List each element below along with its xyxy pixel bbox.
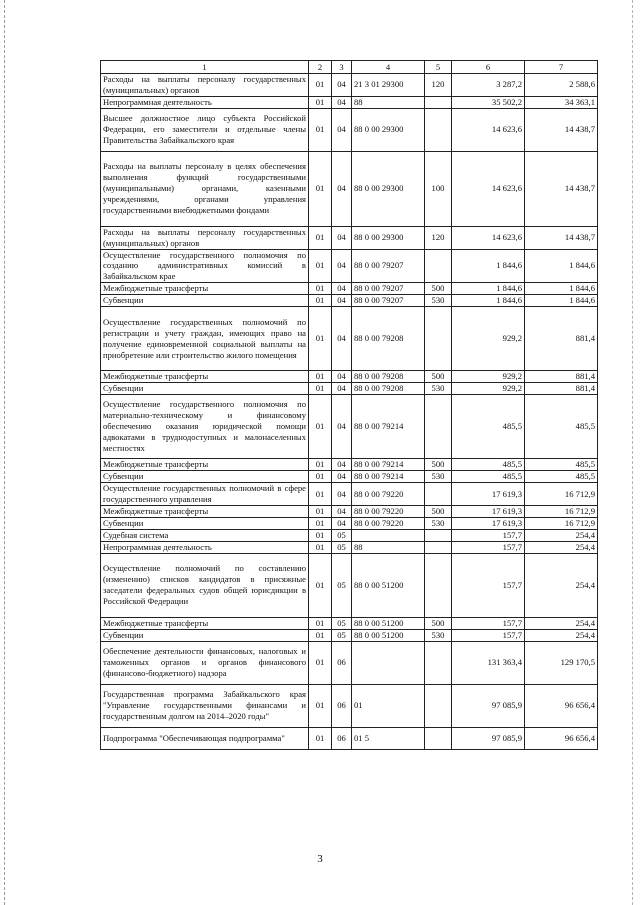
target-item-code: 88: [352, 96, 425, 108]
amount-col-6: 157,7: [452, 629, 525, 641]
table-row: [101, 629, 598, 641]
amount-col-7: 881,4: [525, 383, 598, 395]
subsection-code: 04: [332, 307, 352, 371]
expense-type-code: [425, 108, 452, 151]
table-row: [101, 307, 598, 371]
amount-col-7: 14 438,7: [525, 151, 598, 226]
row-name: Осуществление государственного полномочия по материально-техническому и финансовому обеспечению оказания юридической помощи адвокатами в труднодоступных и малонаселенных местностях: [101, 395, 309, 459]
row-name: Субвенции: [101, 383, 309, 395]
row-name: Межбюджетные трансферты: [101, 459, 309, 471]
row-name: Межбюджетные трансферты: [101, 617, 309, 629]
expense-type-code: [425, 96, 452, 108]
amount-col-6: 157,7: [452, 529, 525, 541]
table-row: [101, 505, 598, 517]
amount-col-7: 96 656,4: [525, 727, 598, 749]
target-item-code: 01 5: [352, 727, 425, 749]
section-code: 01: [309, 226, 332, 249]
target-item-code: 88 0 00 79214: [352, 395, 425, 459]
target-item-code: 88 0 00 79214: [352, 471, 425, 483]
expense-type-code: 530: [425, 295, 452, 307]
page-edge-right: [632, 0, 634, 905]
target-item-code: 88 0 00 79214: [352, 459, 425, 471]
amount-col-7: 254,4: [525, 629, 598, 641]
amount-col-6: 157,7: [452, 617, 525, 629]
amount-col-6: 929,2: [452, 383, 525, 395]
row-name: Субвенции: [101, 295, 309, 307]
row-name: Государственная программа Забайкальского края "Управление государственными финансами и государственным долгом на 2014–2020 годы": [101, 684, 309, 727]
table-row: [101, 295, 598, 307]
row-name: Расходы на выплаты персоналу в целях обеспечения выполнения функций государственными (муниципальными) органами, казенными учреждениями, органами управления государственными внебюджетными фондами: [101, 151, 309, 226]
table-row: [101, 459, 598, 471]
amount-col-7: 14 438,7: [525, 226, 598, 249]
amount-col-6: 14 623,6: [452, 226, 525, 249]
amount-col-7: 485,5: [525, 395, 598, 459]
subsection-code: 06: [332, 727, 352, 749]
target-item-code: 01: [352, 684, 425, 727]
table-row: [101, 517, 598, 529]
section-code: 01: [309, 108, 332, 151]
section-code: 01: [309, 74, 332, 97]
table-row: [101, 553, 598, 617]
column-number: 6: [452, 61, 525, 74]
expense-type-code: [425, 307, 452, 371]
subsection-code: 04: [332, 483, 352, 506]
subsection-code: 06: [332, 641, 352, 684]
target-item-code: 88 0 00 79208: [352, 371, 425, 383]
table-row: [101, 529, 598, 541]
column-number-row: [101, 61, 598, 74]
target-item-code: 88 0 00 79220: [352, 483, 425, 506]
column-number: 5: [425, 61, 452, 74]
amount-col-7: 254,4: [525, 529, 598, 541]
amount-col-6: 1 844,6: [452, 249, 525, 283]
expense-type-code: 530: [425, 629, 452, 641]
amount-col-6: 485,5: [452, 459, 525, 471]
subsection-code: 04: [332, 295, 352, 307]
row-name: Межбюджетные трансферты: [101, 371, 309, 383]
expense-type-code: [425, 249, 452, 283]
table-row: [101, 96, 598, 108]
section-code: 01: [309, 727, 332, 749]
expense-type-code: [425, 483, 452, 506]
row-name: Субвенции: [101, 517, 309, 529]
table-row: [101, 541, 598, 553]
amount-col-6: 14 623,6: [452, 108, 525, 151]
row-name: Расходы на выплаты персоналу государственных (муниципальных) органов: [101, 74, 309, 97]
section-code: 01: [309, 684, 332, 727]
column-number: 2: [309, 61, 332, 74]
subsection-code: 04: [332, 249, 352, 283]
section-code: 01: [309, 96, 332, 108]
table-row: [101, 727, 598, 749]
amount-col-6: 485,5: [452, 471, 525, 483]
table-row: [101, 617, 598, 629]
subsection-code: 04: [332, 505, 352, 517]
section-code: 01: [309, 383, 332, 395]
target-item-code: 88 0 00 79207: [352, 295, 425, 307]
column-number: 4: [352, 61, 425, 74]
target-item-code: 88 0 00 29300: [352, 151, 425, 226]
amount-col-6: 17 619,3: [452, 483, 525, 506]
amount-col-6: 17 619,3: [452, 505, 525, 517]
expense-type-code: [425, 553, 452, 617]
amount-col-6: 157,7: [452, 553, 525, 617]
row-name: Осуществление полномочий по составлению (изменению) списков кандидатов в присяжные заседатели федеральных судов общей юрисдикции в Российской Федерации: [101, 553, 309, 617]
target-item-code: 88 0 00 79207: [352, 249, 425, 283]
column-number: 3: [332, 61, 352, 74]
target-item-code: 88 0 00 79220: [352, 505, 425, 517]
subsection-code: 05: [332, 529, 352, 541]
section-code: 01: [309, 629, 332, 641]
amount-col-6: 485,5: [452, 395, 525, 459]
amount-col-6: 131 363,4: [452, 641, 525, 684]
table-row: [101, 483, 598, 506]
budget-table: [100, 60, 598, 750]
table-row: [101, 74, 598, 97]
table-row: [101, 108, 598, 151]
section-code: 01: [309, 553, 332, 617]
subsection-code: 04: [332, 383, 352, 395]
section-code: 01: [309, 505, 332, 517]
expense-type-code: [425, 727, 452, 749]
target-item-code: [352, 641, 425, 684]
amount-col-7: 1 844,6: [525, 249, 598, 283]
subsection-code: 04: [332, 108, 352, 151]
amount-col-6: 929,2: [452, 371, 525, 383]
section-code: 01: [309, 459, 332, 471]
section-code: 01: [309, 529, 332, 541]
expense-type-code: [425, 529, 452, 541]
subsection-code: 04: [332, 96, 352, 108]
section-code: 01: [309, 641, 332, 684]
subsection-code: 04: [332, 459, 352, 471]
row-name: Непрограммная деятельность: [101, 541, 309, 553]
amount-col-7: 34 363,1: [525, 96, 598, 108]
row-name: Осуществление государственных полномочий в сфере государственного управления: [101, 483, 309, 506]
subsection-code: 05: [332, 553, 352, 617]
subsection-code: 05: [332, 541, 352, 553]
section-code: 01: [309, 617, 332, 629]
expense-type-code: 500: [425, 459, 452, 471]
amount-col-6: 3 287,2: [452, 74, 525, 97]
target-item-code: 88 0 00 51200: [352, 553, 425, 617]
amount-col-7: 485,5: [525, 471, 598, 483]
subsection-code: 04: [332, 471, 352, 483]
amount-col-7: 254,4: [525, 553, 598, 617]
row-name: Высшее должностное лицо субъекта Российской Федерации, его заместители и отдельные члены Правительства Забайкальского края: [101, 108, 309, 151]
section-code: 01: [309, 151, 332, 226]
target-item-code: 88 0 00 51200: [352, 617, 425, 629]
target-item-code: 21 3 01 29300: [352, 74, 425, 97]
row-name: Судебная система: [101, 529, 309, 541]
table-row: [101, 283, 598, 295]
target-item-code: 88 0 00 29300: [352, 226, 425, 249]
amount-col-7: 2 588,6: [525, 74, 598, 97]
row-name: Субвенции: [101, 629, 309, 641]
expense-type-code: [425, 541, 452, 553]
expense-type-code: 100: [425, 151, 452, 226]
amount-col-6: 97 085,9: [452, 727, 525, 749]
section-code: 01: [309, 295, 332, 307]
section-code: 01: [309, 307, 332, 371]
row-name: Межбюджетные трансферты: [101, 283, 309, 295]
target-item-code: [352, 529, 425, 541]
expense-type-code: 500: [425, 371, 452, 383]
target-item-code: 88 0 00 79208: [352, 383, 425, 395]
expense-type-code: 530: [425, 471, 452, 483]
amount-col-7: 254,4: [525, 617, 598, 629]
section-code: 01: [309, 517, 332, 529]
subsection-code: 04: [332, 226, 352, 249]
expense-type-code: 530: [425, 517, 452, 529]
row-name: Непрограммная деятельность: [101, 96, 309, 108]
subsection-code: 04: [332, 371, 352, 383]
table-row: [101, 395, 598, 459]
table-row: [101, 226, 598, 249]
subsection-code: 04: [332, 74, 352, 97]
amount-col-7: 881,4: [525, 307, 598, 371]
amount-col-7: 96 656,4: [525, 684, 598, 727]
row-name: Осуществление государственного полномочия по созданию административных комиссий в Забайкальском крае: [101, 249, 309, 283]
table-row: [101, 371, 598, 383]
subsection-code: 04: [332, 517, 352, 529]
row-name: Подпрограмма "Обеспечивающая подпрограмма": [101, 727, 309, 749]
subsection-code: 05: [332, 629, 352, 641]
column-number: 1: [101, 61, 309, 74]
amount-col-6: 97 085,9: [452, 684, 525, 727]
expense-type-code: [425, 641, 452, 684]
section-code: 01: [309, 283, 332, 295]
expense-type-code: 500: [425, 505, 452, 517]
subsection-code: 06: [332, 684, 352, 727]
section-code: 01: [309, 395, 332, 459]
expense-type-code: [425, 395, 452, 459]
page-edge-left: [4, 0, 6, 905]
row-name: Расходы на выплаты персоналу государственных (муниципальных) органов: [101, 226, 309, 249]
section-code: 01: [309, 541, 332, 553]
amount-col-6: 929,2: [452, 307, 525, 371]
amount-col-7: 16 712,9: [525, 517, 598, 529]
row-name: Субвенции: [101, 471, 309, 483]
table-row: [101, 471, 598, 483]
subsection-code: 05: [332, 617, 352, 629]
section-code: 01: [309, 483, 332, 506]
expense-type-code: 530: [425, 383, 452, 395]
column-number: 7: [525, 61, 598, 74]
section-code: 01: [309, 471, 332, 483]
amount-col-6: 157,7: [452, 541, 525, 553]
amount-col-7: 16 712,9: [525, 483, 598, 506]
target-item-code: 88 0 00 79220: [352, 517, 425, 529]
target-item-code: 88: [352, 541, 425, 553]
amount-col-7: 485,5: [525, 459, 598, 471]
row-name: Обеспечение деятельности финансовых, налоговых и таможенных органов и органов финансового (финансово-бюджетного) надзора: [101, 641, 309, 684]
row-name: Межбюджетные трансферты: [101, 505, 309, 517]
target-item-code: 88 0 00 79208: [352, 307, 425, 371]
table-row: [101, 684, 598, 727]
amount-col-7: 254,4: [525, 541, 598, 553]
target-item-code: 88 0 00 51200: [352, 629, 425, 641]
section-code: 01: [309, 249, 332, 283]
amount-col-7: 1 844,6: [525, 295, 598, 307]
table-row: [101, 151, 598, 226]
expense-type-code: 500: [425, 283, 452, 295]
table-row: [101, 383, 598, 395]
table-row: [101, 641, 598, 684]
row-name: Осуществление государственных полномочий по регистрации и учету граждан, имеющих право на получение единовременной социальной выплаты на приобретение или строительство жилого помещения: [101, 307, 309, 371]
expense-type-code: 120: [425, 74, 452, 97]
amount-col-6: 35 502,2: [452, 96, 525, 108]
amount-col-6: 14 623,6: [452, 151, 525, 226]
subsection-code: 04: [332, 395, 352, 459]
amount-col-7: 129 170,5: [525, 641, 598, 684]
amount-col-6: 17 619,3: [452, 517, 525, 529]
section-code: 01: [309, 371, 332, 383]
amount-col-7: 16 712,9: [525, 505, 598, 517]
table-row: [101, 249, 598, 283]
expense-type-code: [425, 684, 452, 727]
target-item-code: 88 0 00 29300: [352, 108, 425, 151]
expense-type-code: 500: [425, 617, 452, 629]
target-item-code: 88 0 00 79207: [352, 283, 425, 295]
subsection-code: 04: [332, 283, 352, 295]
expense-type-code: 120: [425, 226, 452, 249]
amount-col-7: 1 844,6: [525, 283, 598, 295]
amount-col-6: 1 844,6: [452, 283, 525, 295]
page-number: 3: [317, 853, 323, 865]
amount-col-7: 14 438,7: [525, 108, 598, 151]
amount-col-7: 881,4: [525, 371, 598, 383]
amount-col-6: 1 844,6: [452, 295, 525, 307]
subsection-code: 04: [332, 151, 352, 226]
